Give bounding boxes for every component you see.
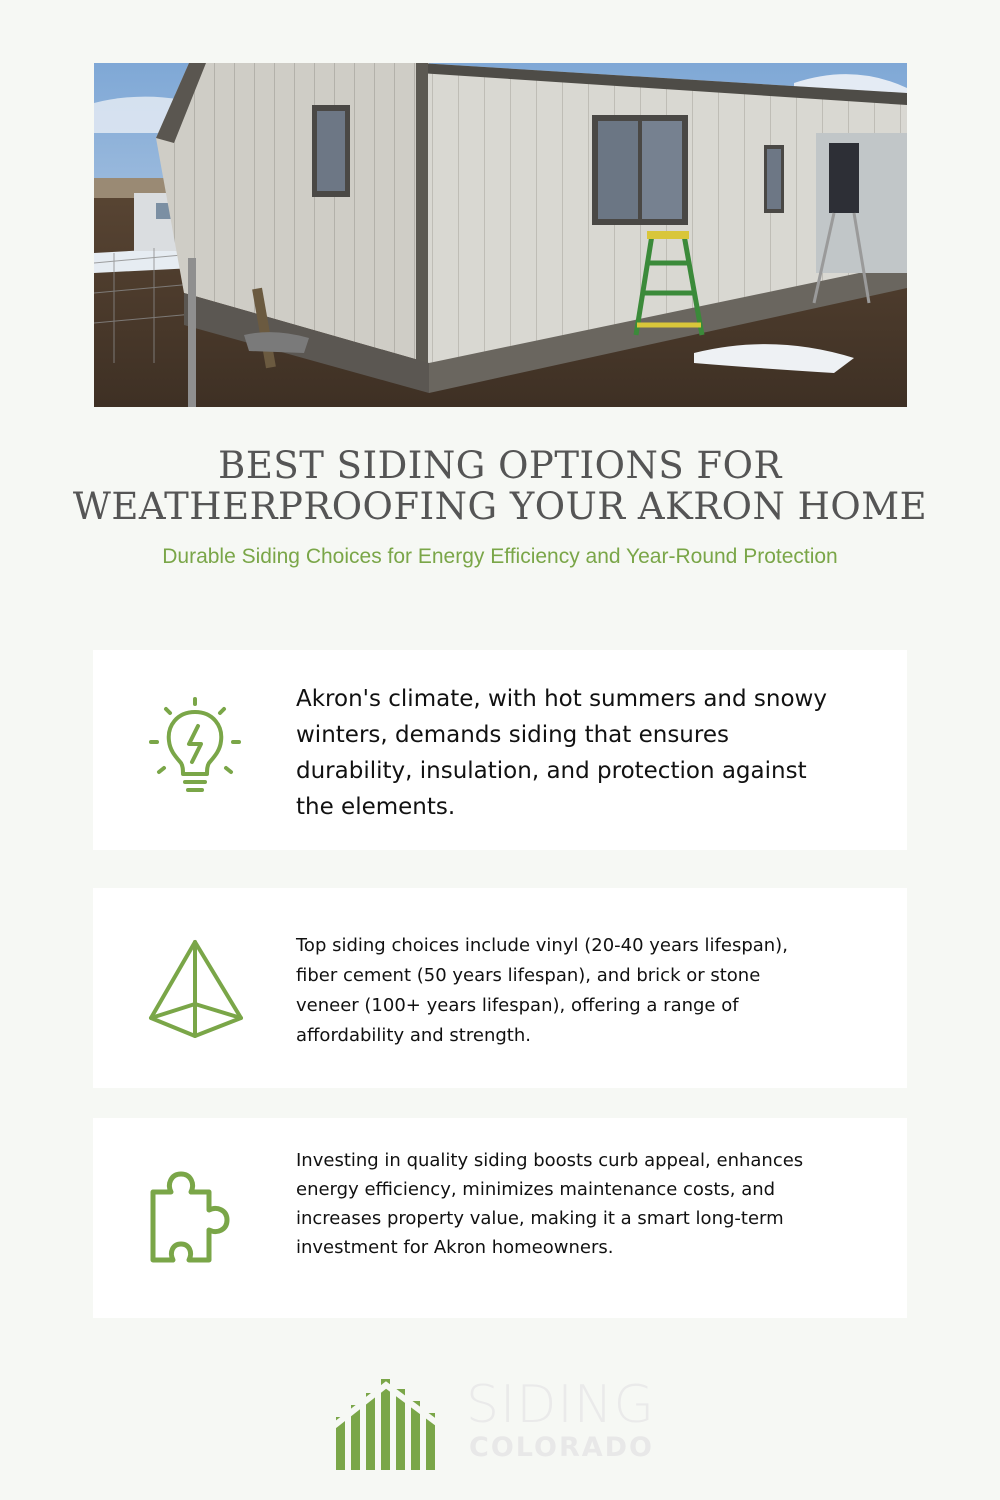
page-subtitle: Durable Siding Choices for Energy Efficiency and Year-Round Protection — [162, 545, 838, 568]
logo-mark-icon — [330, 1375, 450, 1470]
hero-photo — [94, 63, 907, 407]
card-text: Akron's climate, with hot summers and snowy winters, demands siding that ensures durability, insulation, and protection against the elements. — [296, 686, 827, 820]
card-text: Top siding choices include vinyl (20-40 years lifespan), fiber cement (50 years lifespan), and brick or stone veneer (100+ years lifespan), offering a range of affordability and strength. — [296, 935, 788, 1046]
pyramid-icon — [143, 938, 248, 1043]
info-card-investment — [93, 1118, 907, 1318]
puzzle-piece-icon — [143, 1168, 248, 1273]
card-text: Investing in quality siding boosts curb appeal, enhances energy efficiency, minimizes maintenance costs, and increases property value, making it a smart long-term investment for Akron homeowners. — [296, 1150, 804, 1258]
page-title: BEST SIDING OPTIONS FOR WEATHERPROOFING YOUR AKRON HOME — [72, 444, 928, 528]
info-card-climate — [93, 650, 907, 850]
logo-subtitle: COLORADO — [469, 1432, 655, 1463]
info-card-choices — [93, 888, 907, 1088]
company-logo — [330, 1375, 670, 1470]
lightbulb-icon — [143, 696, 248, 801]
logo-wordmark: SIDING — [466, 1375, 655, 1435]
